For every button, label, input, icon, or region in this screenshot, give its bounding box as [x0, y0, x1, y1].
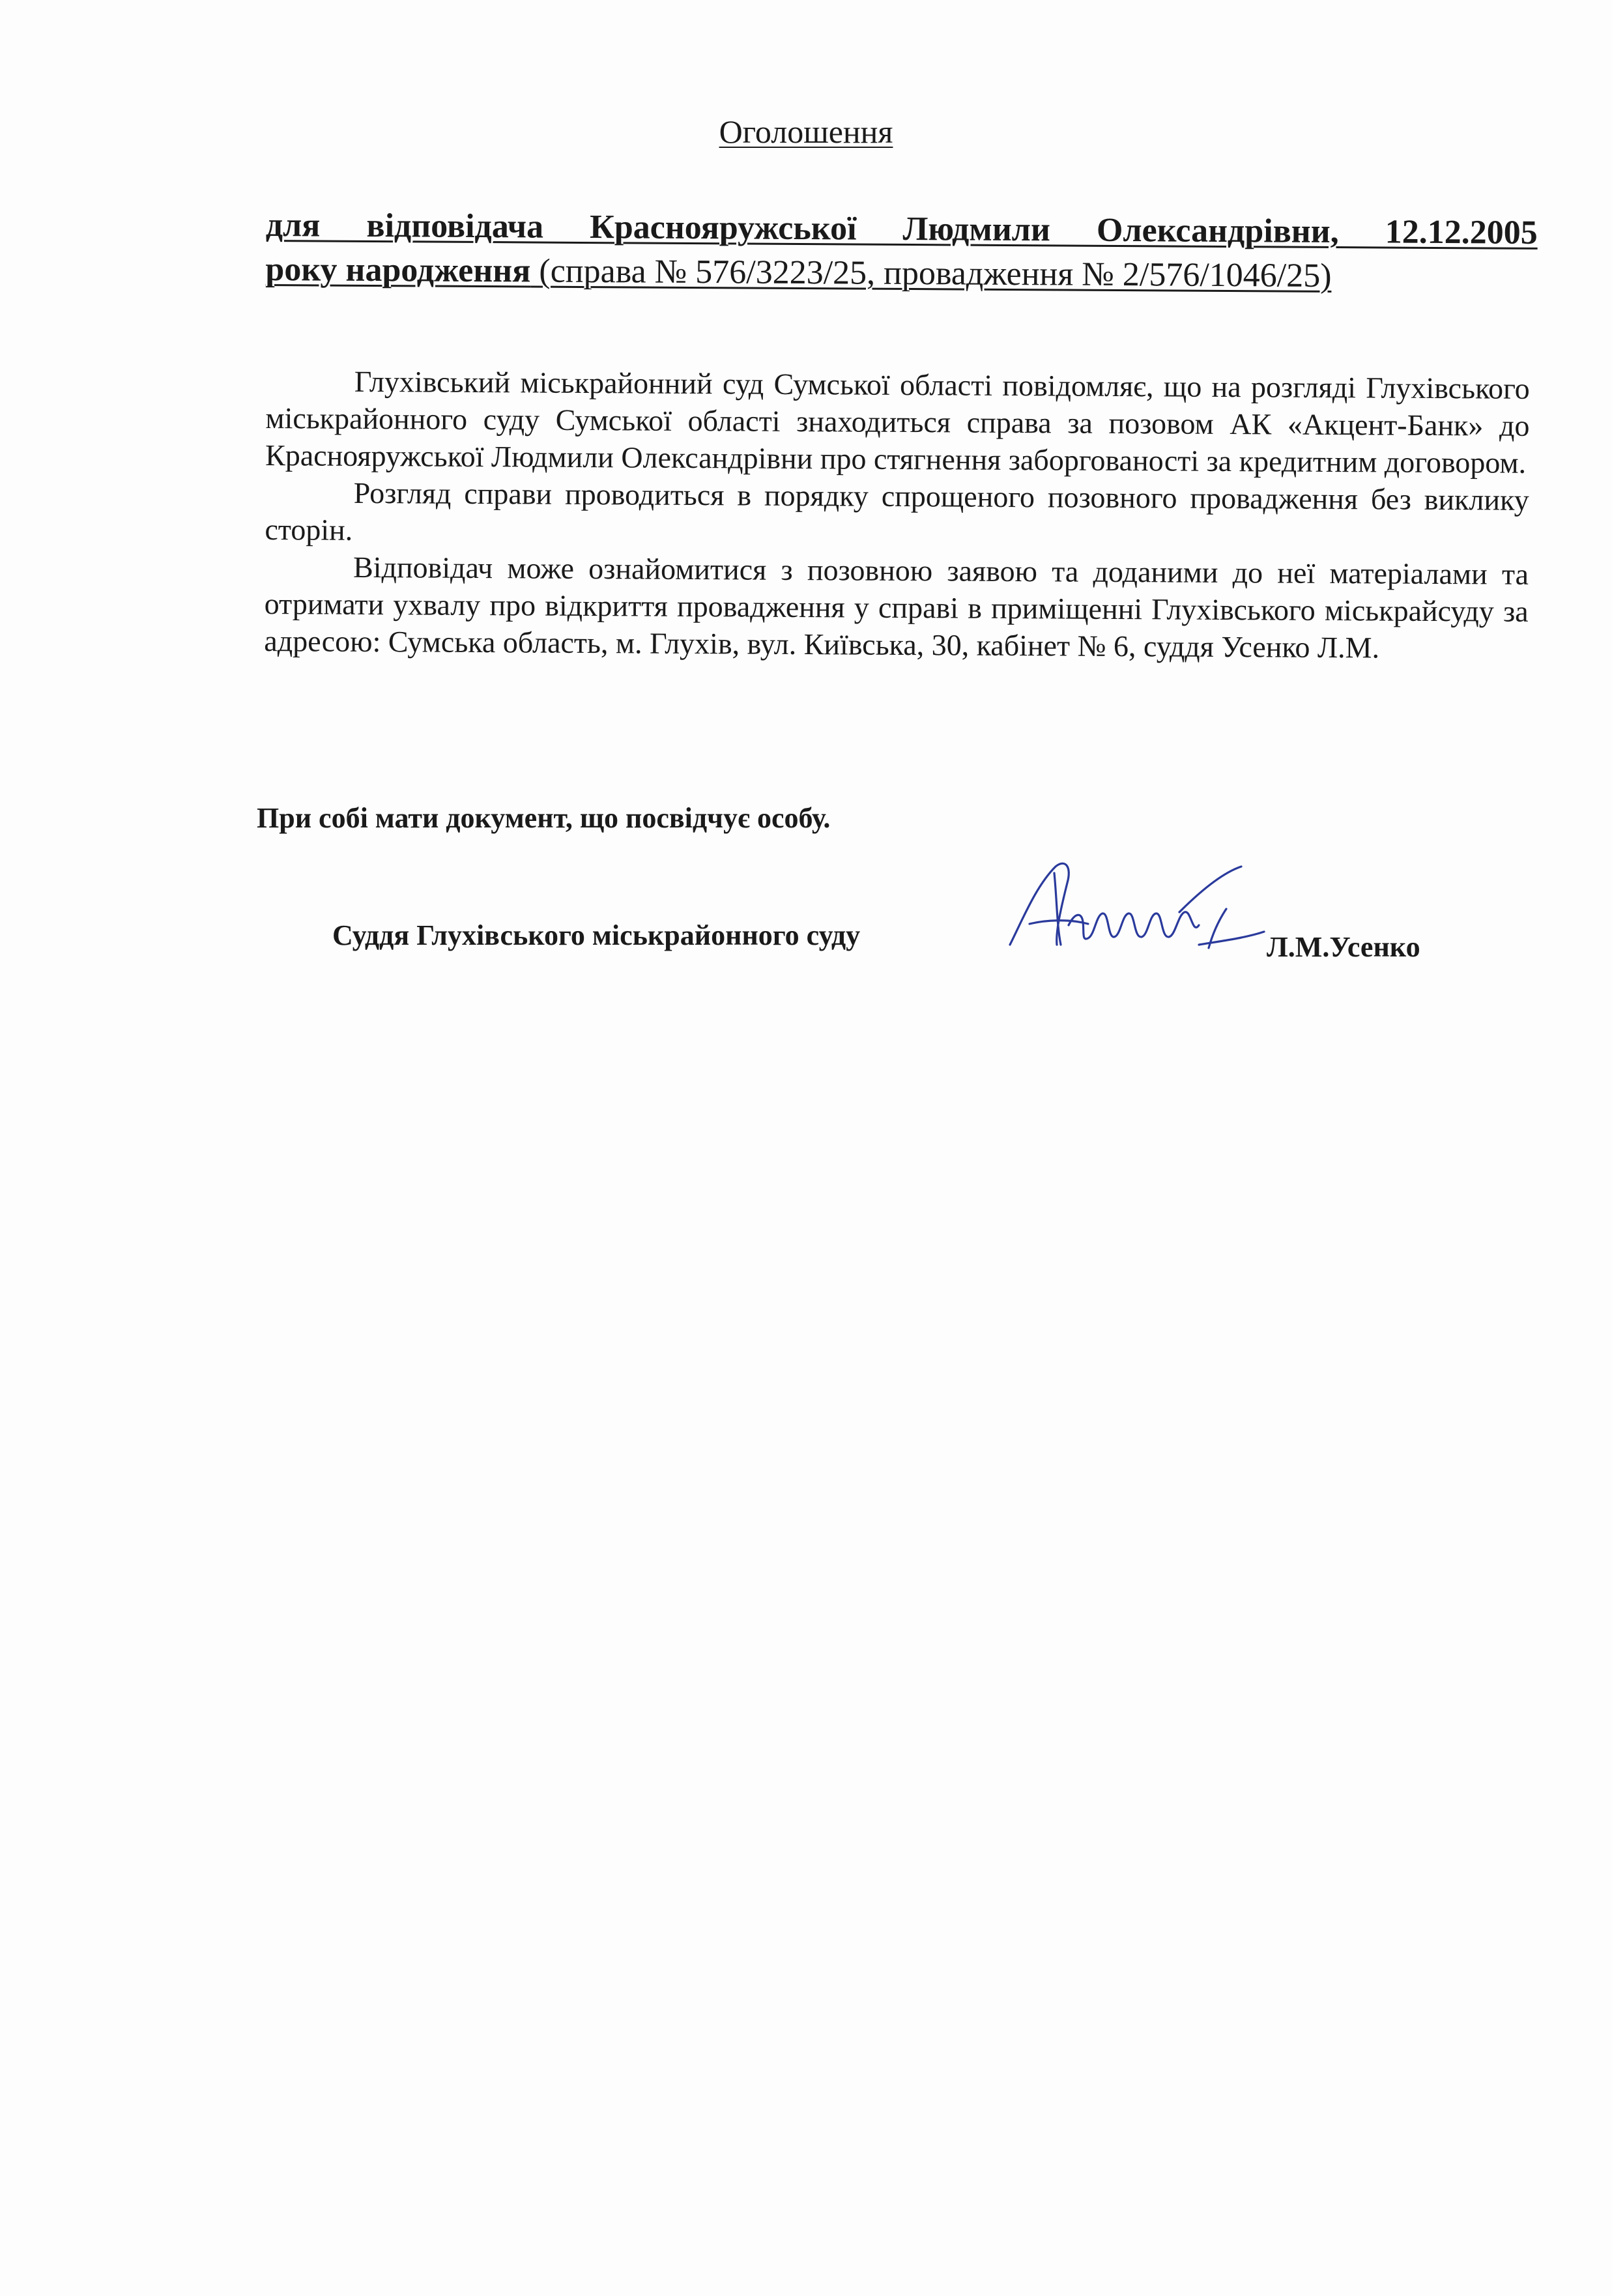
- paragraph-access-info: Відповідач може ознайомитися з позовною заявою та доданими до неї матеріалами та отримати ухвалу про відкриття провадження у справі в приміщенні Глухівського міськрайсуду за адресою: Сумська область, м. Глухів, вул. Київська, 30, кабінет № 6, суддя Усенко Л.М.: [264, 550, 1529, 665]
- signer-name: Л.М.Усенко: [1267, 931, 1420, 963]
- paragraph-procedure: Розгляд справи проводиться в порядку спрощеного позовного провадження без виклику сторін.: [265, 476, 1529, 547]
- addressee-line-2: [265, 248, 1537, 300]
- handwritten-signature: [984, 847, 1271, 977]
- paragraph-case-info: Глухівський міськрайонний суд Сумської області повідомляє, що на розгляді Глухівського міськрайонного суду Сумської області знаходиться справа за позовом АК «Акцент-Банк» до Краснояружської Людмили Олександрівни про стягнення заборгованості за кредитним договором.: [265, 364, 1530, 480]
- case-number: (справа № 576/3223/25, провадження № 2/576/1046/25): [530, 252, 1332, 294]
- addressee-line-1: для відповідача Краснояружської Людмили Олександрівни, 12.12.2005: [265, 206, 1538, 251]
- document-title-text: Оголошення: [719, 113, 893, 150]
- announcement-body: [264, 362, 1530, 667]
- addressee-block: [265, 203, 1538, 300]
- document-title: [0, 112, 1612, 151]
- id-document-notice: При собі мати документ, що посвідчує особу.: [257, 802, 831, 834]
- signer-title: Суддя Глухівського міськрайонного суду: [332, 919, 861, 951]
- birth-year-label: року народження: [265, 250, 531, 290]
